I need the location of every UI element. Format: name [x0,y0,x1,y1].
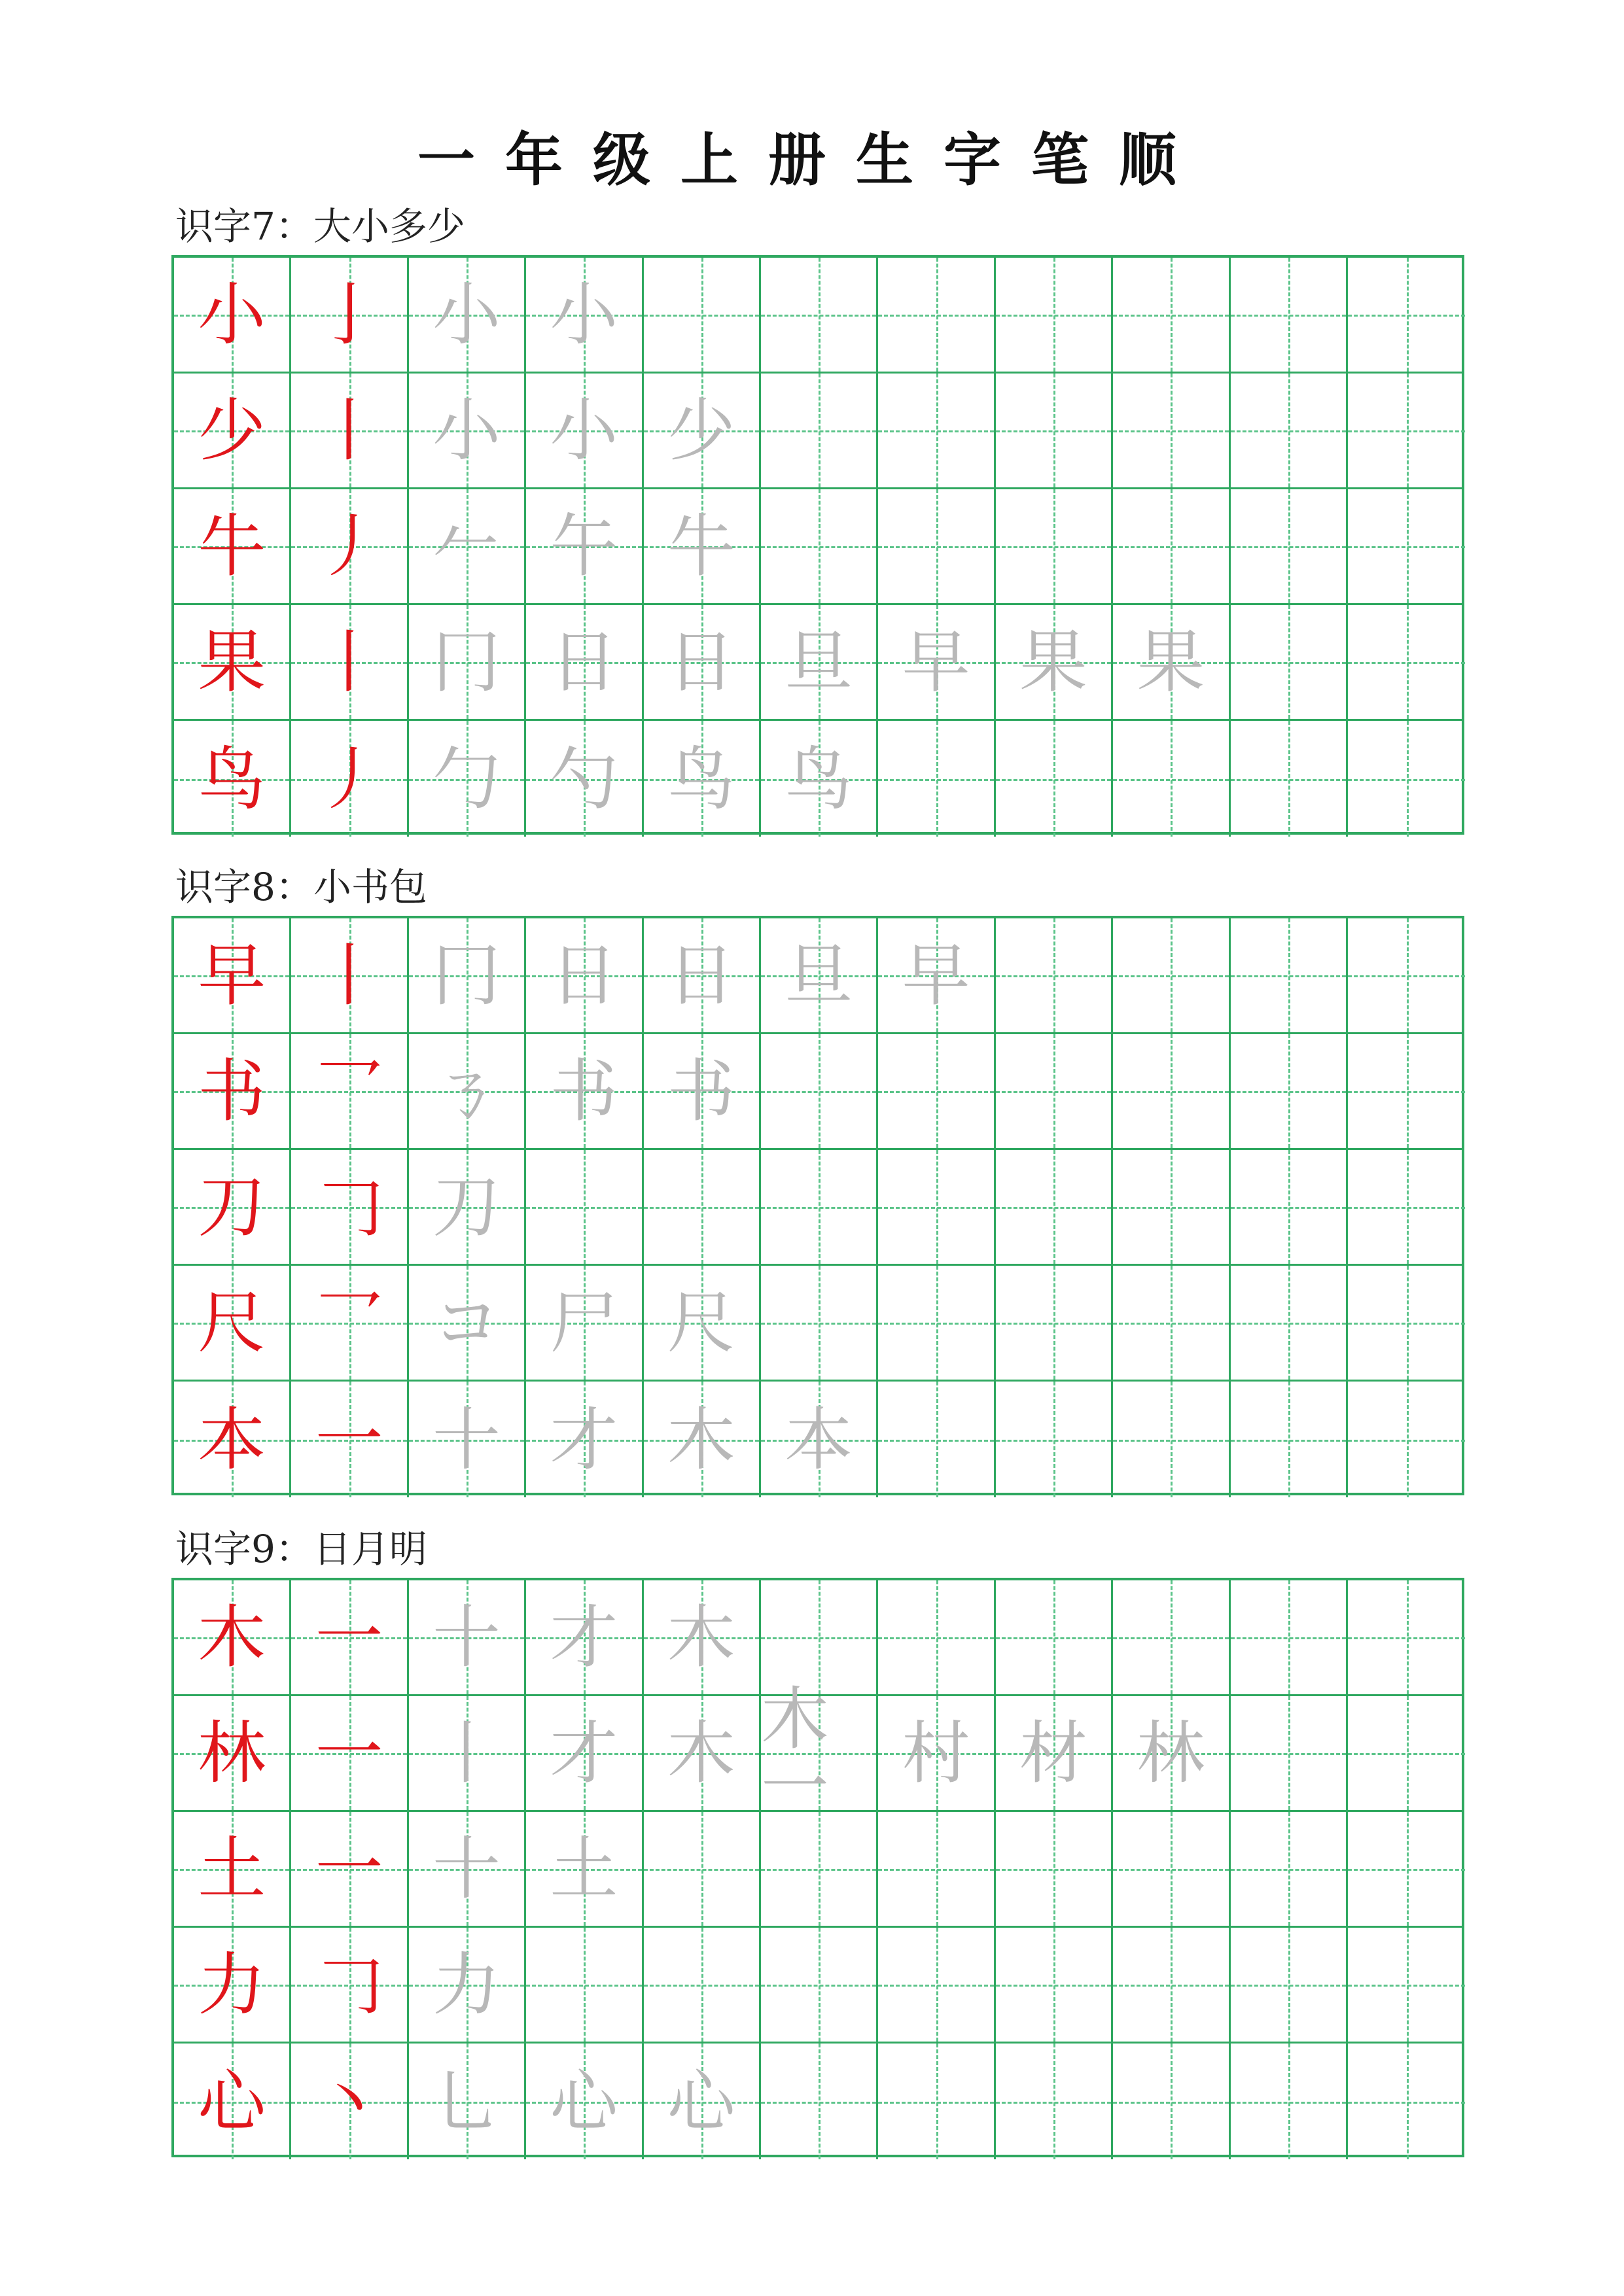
stroke-step: 小 [432,391,501,470]
grid-cell [291,721,408,837]
stroke-step: 木 [667,1713,735,1793]
grid-cell [878,721,995,837]
stroke-step: 勺 [550,739,618,819]
grid-cell [526,605,643,719]
stroke-step: 一 [315,1597,383,1677]
grid-cell [291,1150,408,1264]
grid-cell [409,1696,526,1810]
stroke-step: 丿 [315,739,383,819]
grid-cell [644,918,761,1032]
stroke-step: 日 [667,935,735,1015]
grid-cell [761,2044,878,2159]
grid-cell [878,1696,995,1810]
grid-cell [878,918,995,1032]
grid-cell [1113,1812,1230,1926]
character-row [174,1928,1462,2044]
grid-cell [644,2044,761,2159]
page-title: 一年级上册生字笔顺 [417,126,1207,194]
stroke-step: 村 [902,1713,970,1793]
grid-cell [996,721,1113,837]
grid-cell [174,1928,291,2042]
grid-cell [526,1812,643,1926]
grid-cell [644,1928,761,2042]
grid-cell [1113,1034,1230,1148]
grid-cell [526,721,643,837]
grid-cell [174,721,291,837]
grid-cell [291,1696,408,1810]
grid-cell [996,2044,1113,2159]
stroke-step: 日 [550,935,618,1015]
grid-cell [526,918,643,1032]
section-label: 识字7：大小多少 [175,204,465,249]
grid-cell [174,489,291,603]
stroke-step: 书 [667,1051,735,1131]
character-row [174,1150,1462,1266]
grid-cell [761,721,878,837]
grid-cell [1113,1382,1230,1497]
stroke-step: 尺 [667,1283,735,1363]
stroke-step: 日 [550,622,618,702]
grid-cell [996,605,1113,719]
grid-cell [291,258,408,372]
stroke-step: 木 [667,1399,735,1480]
grid-cell [761,1382,878,1497]
grid-cell [1113,258,1230,372]
grid-cell [409,918,526,1032]
grid-cell [526,1382,643,1497]
grid-cell [644,489,761,603]
stroke-step: 丨 [315,622,383,702]
target-character: 少 [198,391,266,470]
grid-cell [644,1034,761,1148]
grid-cell [291,918,408,1032]
stroke-step: 早 [902,935,970,1015]
grid-cell [526,1928,643,2042]
character-row [174,1034,1462,1150]
grid-cell [878,1266,995,1380]
grid-cell [1348,605,1465,719]
stroke-step: 心 [550,2061,618,2142]
stroke-step: ㄋ [432,1051,501,1131]
stroke-step: 𠃌 [315,1945,383,2025]
grid-cell [1113,918,1230,1032]
stroke-step: 丨 [432,1713,501,1793]
grid-cell [174,1812,291,1926]
stroke-step: 果 [1019,622,1087,702]
grid-cell [761,1034,878,1148]
grid-cell [1348,1382,1465,1497]
tianzige-grid [171,916,1464,1495]
section-label: 识字8：小书包 [175,865,427,909]
grid-cell [1231,605,1348,719]
stroke-step: 一 [315,1399,383,1480]
grid-cell [878,1580,995,1694]
grid-cell [409,489,526,603]
target-character: 尺 [198,1283,266,1363]
grid-cell [174,1580,291,1694]
grid-cell [878,374,995,487]
grid-cell [644,605,761,719]
grid-cell [174,258,291,372]
grid-cell [1231,1034,1348,1148]
grid-cell [1113,489,1230,603]
grid-cell [761,1928,878,2042]
grid-cell [409,1580,526,1694]
target-character: 鸟 [198,739,266,819]
grid-cell [761,1150,878,1264]
grid-cell [761,258,878,372]
target-character: 土 [198,1829,266,1909]
stroke-step: 十 [432,1829,501,1909]
grid-cell [1113,605,1230,719]
grid-cell [1348,374,1465,487]
tianzige-grid [171,1578,1464,2157]
grid-cell [996,258,1113,372]
grid-cell [644,1266,761,1380]
character-row [174,489,1462,605]
grid-cell [1231,2044,1348,2159]
stroke-step: 木 [667,1597,735,1677]
stroke-step: 本 [785,1399,853,1480]
grid-cell [1231,1382,1348,1497]
grid-cell [1348,1696,1465,1810]
grid-cell [996,489,1113,603]
stroke-step: 午 [550,506,618,586]
grid-cell [1113,1580,1230,1694]
stroke-step: 丶 [315,2061,383,2142]
grid-cell [1231,258,1348,372]
target-character: 木 [198,1597,266,1677]
grid-cell [644,1580,761,1694]
stroke-step: コ [432,1283,501,1363]
grid-cell [996,1382,1113,1497]
grid-cell [409,1382,526,1497]
grid-cell [409,1928,526,2042]
grid-cell [526,1580,643,1694]
stroke-step: 亅 [315,275,383,355]
grid-cell [878,2044,995,2159]
grid-cell [996,1150,1113,1264]
grid-cell [174,1382,291,1497]
grid-cell [996,1928,1113,2042]
grid-cell [174,2044,291,2159]
stroke-step: 乚 [432,2061,501,2142]
grid-cell [761,1266,878,1380]
grid-cell [174,1696,291,1810]
stroke-step: 小 [550,391,618,470]
grid-cell [291,1812,408,1926]
grid-cell [761,1812,878,1926]
grid-cell [409,1150,526,1264]
stroke-step: 果 [1137,622,1205,702]
tianzige-grid [171,255,1464,835]
grid-cell [1113,1150,1230,1264]
character-row [174,1812,1462,1928]
grid-cell [526,258,643,372]
grid-cell [878,1034,995,1148]
grid-cell [526,2044,643,2159]
grid-cell [409,2044,526,2159]
grid-cell [291,605,408,719]
character-row [174,2044,1462,2159]
stroke-step: 书 [550,1051,618,1131]
target-character: 果 [198,622,266,702]
character-row [174,605,1462,721]
grid-cell [760,1679,878,1827]
character-row [174,1266,1462,1382]
target-character: 本 [198,1399,266,1480]
grid-cell [1231,1580,1348,1694]
grid-cell [996,1034,1113,1148]
grid-cell [526,1696,643,1810]
grid-cell [878,605,995,719]
grid-cell [996,1580,1113,1694]
target-character: 早 [198,935,266,1015]
stroke-step: 土 [550,1829,618,1909]
stroke-step: 乛 [315,1283,383,1363]
character-row [174,918,1462,1034]
grid-cell [174,918,291,1032]
grid-cell [1348,1150,1465,1264]
grid-cell [409,1266,526,1380]
character-row [174,721,1462,837]
grid-cell [878,1150,995,1264]
stroke-step: 鸟 [667,739,735,819]
stroke-step: 早 [902,622,970,702]
grid-cell [1348,1034,1465,1148]
grid-cell [1231,374,1348,487]
stroke-step: 才 [550,1713,618,1793]
grid-cell [1231,721,1348,837]
target-character: 小 [198,275,266,355]
stroke-step: 刀 [432,1167,501,1247]
grid-cell [409,374,526,487]
character-row [174,374,1462,489]
grid-cell [996,374,1113,487]
grid-cell [644,721,761,837]
target-character: 力 [198,1945,266,2025]
grid-cell [644,1382,761,1497]
grid-cell [878,1928,995,2042]
grid-cell [761,1580,878,1694]
grid-cell [878,1382,995,1497]
grid-cell [526,489,643,603]
grid-cell [761,918,878,1032]
stroke-step: 材 [1019,1713,1087,1793]
grid-cell [996,918,1113,1032]
grid-cell [878,258,995,372]
stroke-step: 才 [550,1597,618,1677]
stroke-step: 日 [667,622,735,702]
grid-cell [174,605,291,719]
stroke-step: 鸟 [785,739,853,819]
character-row [174,258,1462,374]
stroke-step: 旦 [785,935,853,1015]
grid-cell [526,374,643,487]
stroke-step: 旦 [785,622,853,702]
grid-cell [174,1266,291,1380]
target-character: 刀 [198,1167,266,1247]
grid-cell [644,374,761,487]
stroke-step: 十 [432,1399,501,1480]
grid-cell [1348,1928,1465,2042]
grid-cell [409,1812,526,1926]
grid-cell [409,258,526,372]
grid-cell [1113,1696,1230,1810]
grid-cell [1231,1696,1348,1810]
grid-cell [996,1812,1113,1926]
grid-cell [644,1696,761,1810]
stroke-step: 十 [432,1597,501,1677]
grid-cell [291,1928,408,2042]
stroke-step: 才 [550,1399,618,1480]
stroke-step: 丨 [315,935,383,1015]
stroke-step: 冂 [432,935,501,1015]
grid-cell [291,1266,408,1380]
stroke-step: 一 [315,1713,383,1793]
grid-cell [996,1266,1113,1380]
grid-cell [1348,489,1465,603]
grid-cell [291,1382,408,1497]
stroke-step: 少 [667,391,735,470]
stroke-step: 𠂉 [432,506,501,586]
stroke-step: 𠃌 [315,1167,383,1247]
grid-cell [526,1150,643,1264]
grid-cell [1348,721,1465,837]
stroke-step: 一 [315,1829,383,1909]
grid-cell [644,1150,761,1264]
grid-cell [1348,1580,1465,1694]
grid-cell [526,1266,643,1380]
grid-cell [1348,2044,1465,2159]
grid-cell [291,1034,408,1148]
stroke-step: 丨 [315,391,383,470]
stroke-step: 乛 [315,1051,383,1131]
grid-cell [878,1812,995,1926]
grid-cell [761,605,878,719]
stroke-step: 尸 [550,1283,618,1363]
stroke-step: 冂 [432,622,501,702]
stroke-step: 小 [550,275,618,355]
grid-cell [761,374,878,487]
grid-cell [1348,258,1465,372]
grid-cell [996,1696,1113,1810]
stroke-step: 小 [432,275,501,355]
grid-cell [1231,489,1348,603]
stroke-step: 心 [667,2061,735,2142]
grid-cell [1231,1266,1348,1380]
stroke-step: 木一 [760,1679,829,1827]
grid-cell [1113,374,1230,487]
grid-cell [409,721,526,837]
grid-cell [174,1034,291,1148]
target-character: 林 [198,1713,266,1793]
character-row [174,1382,1462,1497]
grid-cell [526,1034,643,1148]
stroke-step: 勹 [432,739,501,819]
grid-cell [291,489,408,603]
grid-cell [291,2044,408,2159]
grid-cell [409,1034,526,1148]
grid-cell [1231,1150,1348,1264]
grid-cell [174,374,291,487]
grid-cell [1231,918,1348,1032]
grid-cell [291,374,408,487]
grid-cell [1113,1266,1230,1380]
grid-cell [1231,1812,1348,1926]
grid-cell [1348,918,1465,1032]
target-character: 心 [198,2061,266,2142]
stroke-step: 力 [432,1945,501,2025]
grid-cell [878,489,995,603]
stroke-step: 牛 [667,506,735,586]
grid-cell [1231,1928,1348,2042]
grid-cell [1113,2044,1230,2159]
grid-cell [291,1580,408,1694]
target-character: 书 [198,1051,266,1131]
grid-cell [761,489,878,603]
grid-cell [1113,1928,1230,2042]
grid-cell [1348,1266,1465,1380]
section-label: 识字9：日月明 [175,1527,427,1571]
grid-cell [644,258,761,372]
grid-cell [644,1812,761,1926]
stroke-step: 丿 [315,506,383,586]
character-row [174,1679,1462,1827]
grid-cell [409,605,526,719]
stroke-step: 林 [1137,1713,1205,1793]
grid-cell [1348,1812,1465,1926]
target-character: 牛 [198,506,266,586]
grid-cell [1113,721,1230,837]
grid-cell [174,1150,291,1264]
